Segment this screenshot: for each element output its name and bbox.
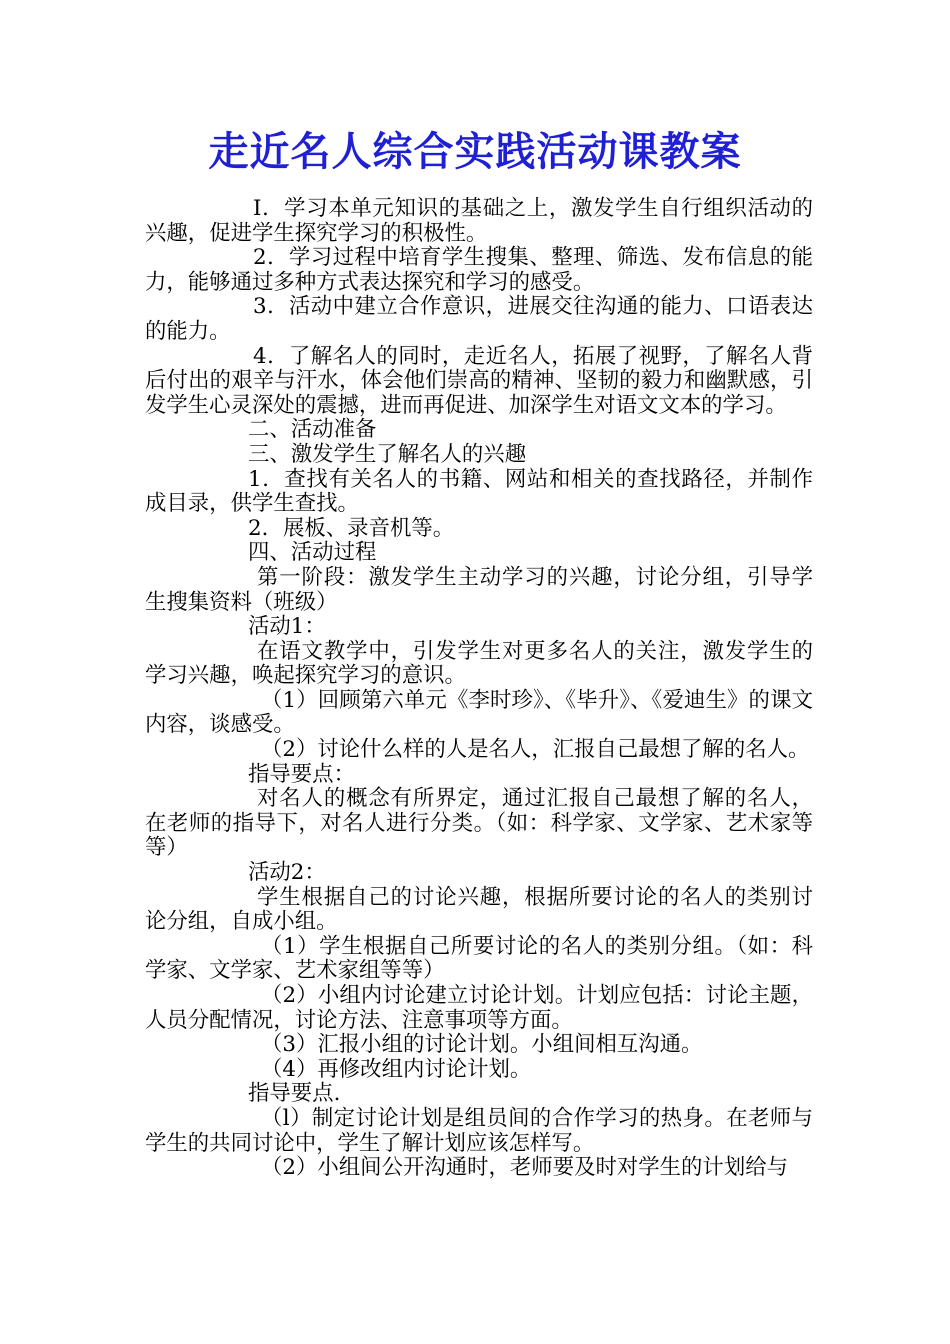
section-heading-process: 四、活动过程 <box>248 540 377 566</box>
paragraph-activity-2-item-4: （4）再修改组内讨论计划。 <box>261 1056 532 1082</box>
paragraph-guidance-2-item-1: （l）制定讨论计划是组员间的合作学习的热身。在老师与学生的共同讨论中，学生了解计划应该怎样写。 <box>145 1105 813 1156</box>
paragraph-objective-3: 3．活动中建立合作意识，进展交往沟通的能力、口语表达的能力。 <box>145 294 813 344</box>
paragraph-activity-1-item-1: （1）回顾第六单元《李时珍》、《毕升》、《爱迪生》的课文内容，谈感受。 <box>145 687 813 738</box>
guidance-heading-2: 指导要点. <box>248 1081 341 1107</box>
paragraph-activity-2-intro: 学生根据自己的讨论兴趣，根据所要讨论的名人的类别讨论分组，自成小组。 <box>145 884 813 935</box>
activity-1-heading: 活动1： <box>248 614 326 640</box>
paragraph-guidance-1: 对名人的概念有所界定，通过汇报自己最想了解的名人，在老师的指导下，对名人进行分类。（如：科学家、文学家、艺术家等等） <box>145 786 813 861</box>
activity-2-heading: 活动2： <box>248 860 326 886</box>
paragraph-activity-2-item-2: （2）小组内讨论建立讨论计划。计划应包括：讨论主题，人员分配情况，讨论方法、注意事项等方面。 <box>145 983 813 1033</box>
paragraph-stage-1: 第一阶段：激发学生主动学习的兴趣，讨论分组，引导学生搜集资料（班级） <box>145 564 813 615</box>
paragraph-activity-1-item-2: （2）讨论什么样的人是名人，汇报自己最想了解的名人。 <box>261 737 810 763</box>
section-heading-interest: 三、激发学生了解名人的兴趣 <box>248 441 527 467</box>
guidance-heading-1: 指导要点： <box>248 761 355 787</box>
paragraph-activity-2-item-3: （3）汇报小组的讨论计划。小组间相互沟通。 <box>261 1032 703 1058</box>
paragraph-objective-1: I．学习本单元知识的基础之上，激发学生自行组织活动的兴趣，促进学生探究学习的积极性。 <box>145 196 813 246</box>
document-title: 走近名人综合实践活动课教案 <box>208 128 742 175</box>
document-body <box>145 197 813 1181</box>
paragraph-activity-2-item-1: （1）学生根据自己所要讨论的名人的类别分组。（如：科学家、文学家、艺术家组等等） <box>145 933 813 984</box>
paragraph-objective-4: 4．了解名人的同时，走近名人，拓展了视野，了解名人背后付出的艰辛与汗水，体会他们崇高的精神、坚韧的毅力和幽默感，引发学生心灵深处的震撼，进而再促进、加深学生对语文文本的学习。 <box>145 343 813 418</box>
paragraph-prep-1: 1．查找有关名人的书籍、网站和相关的查找路径，并制作成目录，供学生查找。 <box>145 466 813 517</box>
paragraph-guidance-2-item-2: （2）小组间公开沟通时，老师要及时对学生的计划给与 <box>261 1155 788 1181</box>
paragraph-objective-2: 2．学习过程中培育学生搜集、整理、筛选、发布信息的能力，能够通过多种方式表达探究和学习的感受。 <box>145 245 813 295</box>
paragraph-prep-2: 2．展板、录音机等。 <box>248 515 455 541</box>
paragraph-activity-1-intro: 在语文教学中，引发学生对更多名人的关注，激发学生的学习兴趣，唤起探究学习的意识。 <box>145 638 813 689</box>
section-heading-preparation: 二、活动准备 <box>248 417 377 443</box>
